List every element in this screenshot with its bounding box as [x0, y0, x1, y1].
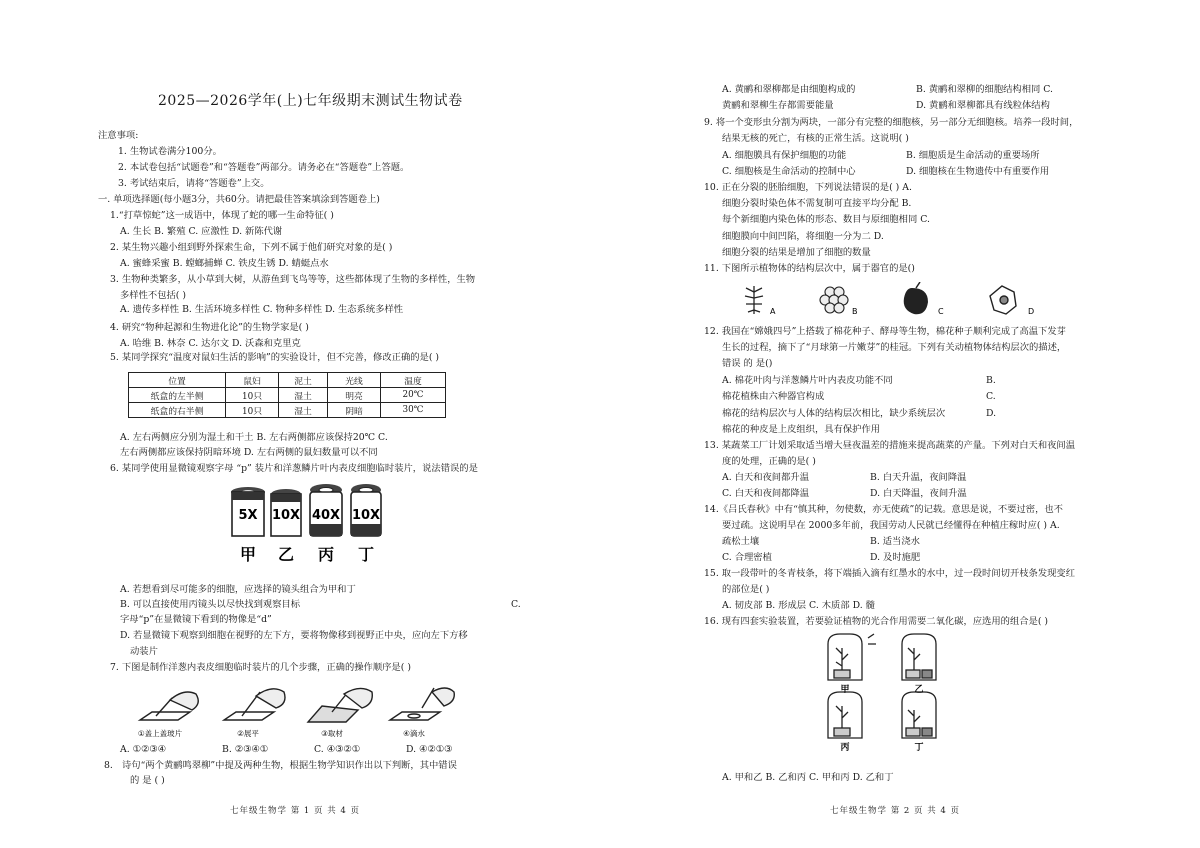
- step-label: ①盖上盖玻片: [137, 729, 183, 738]
- question-10-option-1: 细胞分裂时染色体不需复制可直接平均分配 B.: [722, 198, 912, 209]
- question-15-options: A. 韧皮部 B. 形成层 C. 木质部 D. 髓: [722, 600, 875, 611]
- microscope-lenses-figure: [228, 482, 388, 566]
- bell-jar-ding-icon: [902, 692, 936, 738]
- lens-magnification: 10X: [271, 508, 301, 523]
- table-cell: 20℃: [381, 388, 446, 403]
- lens-magnification: 5X: [238, 508, 258, 523]
- question-12-option-d: 棉花的种皮是上皮组织，具有保护作用: [722, 424, 881, 435]
- table-header-cell: 位置: [129, 373, 226, 388]
- question-14: 14.《吕氏春秋》中有“慎其种，勿使数，亦无使疏”的记载。意思是说，不要过密，也不: [704, 504, 1063, 515]
- jar-label: 丁: [914, 743, 924, 753]
- fruit-icon: [904, 282, 928, 314]
- question-4: 4. 研究“物种起源和生物进化论”的生物学家是( ): [110, 322, 309, 333]
- question-6: 6. 某同学使用显微镜观察字母 “p” 装片和洋葱鳞片叶内表皮细胞临时装片，说法错误的是: [110, 463, 478, 474]
- table-cell: 纸盒的左半侧: [129, 388, 226, 403]
- cell-tissue-icon: [820, 287, 848, 313]
- question-1-options: A. 生长 B. 繁殖 C. 应激性 D. 新陈代谢: [120, 226, 283, 237]
- note-1: 1. 生物试卷满分100分。: [118, 146, 222, 157]
- plant-structure-figure: [740, 282, 1050, 318]
- cover-slip-icon: [140, 692, 198, 720]
- question-14-option-d: D. 及时施肥: [870, 552, 921, 563]
- step-label: ④滴水: [403, 729, 425, 738]
- table-header-cell: 温度: [381, 373, 446, 388]
- question-13-option-c: C. 白天和夜间都降温: [722, 488, 810, 499]
- question-13-option-a: A. 白天和夜间都升温: [722, 472, 809, 483]
- bell-jar-figure: [820, 630, 960, 754]
- drip-water-icon: [390, 688, 454, 720]
- question-12-option-d-mark: D.: [986, 408, 997, 419]
- table-header-cell: 鼠妇: [226, 373, 279, 388]
- question-14-option-a: 疏松土壤: [722, 536, 760, 547]
- question-2-options: A. 蜜蜂采蜜 B. 螳螂捕蝉 C. 铁皮生锈 D. 蜻蜓点水: [120, 258, 329, 269]
- question-8-option-c: 黄鹂和翠柳生存都需要能量: [722, 100, 834, 111]
- bell-jar-jia-icon: [828, 634, 876, 680]
- experiment-table: [128, 372, 446, 418]
- question-10-option-2: 每个新细胞内染色体的形态、数目与原细胞相同 C.: [722, 214, 930, 225]
- question-2: 2. 某生物兴趣小组到野外探索生命，下列不属于他们研究对象的是( ): [110, 242, 393, 253]
- question-16-options: A. 甲和乙 B. 乙和丙 C. 甲和丙 D. 乙和丁: [722, 772, 894, 783]
- question-10: 10. 正在分裂的胚胎细胞，下列说法错误的是( ) A.: [704, 182, 912, 193]
- question-7-option-b: B. ②③④①: [222, 744, 269, 755]
- option-letter: A: [770, 307, 776, 316]
- question-15-cont: 的部位是( ): [722, 584, 770, 595]
- section-heading: 一. 单项选择题(每小题3分，共60分。请把最佳答案填涂到答题卷上): [98, 194, 380, 205]
- question-12-option-b-mark: B.: [986, 375, 996, 386]
- question-13-option-d: D. 白天降温，夜间升温: [870, 488, 967, 499]
- jar-label: 丙: [840, 743, 850, 753]
- jar-label: 甲: [840, 685, 850, 695]
- single-cell-icon: [990, 286, 1016, 314]
- table-row: [129, 388, 446, 403]
- question-10-option-4: 细胞分裂的结果是增加了细胞的数量: [722, 247, 871, 258]
- step-label: ②展平: [237, 729, 259, 738]
- page-footer-2: 七年级生物学 第 2 页 共 4 页: [830, 806, 961, 816]
- flatten-icon: [224, 689, 285, 720]
- question-6-option-d: D. 若显微镜下观察到细胞在视野的左下方，要将物像移到视野正中央，应向左下方移: [120, 630, 468, 641]
- question-9-option-b: B. 细胞质是生命活动的重要场所: [906, 150, 1040, 161]
- lens-name: 丙: [317, 545, 335, 564]
- question-7-option-d: D. ④②①③: [406, 744, 453, 755]
- question-6-option-d-cont: 动装片: [130, 646, 158, 657]
- table-header-cell: 光线: [328, 373, 381, 388]
- question-5-options-1: A. 左右两侧应分别为湿土和干土 B. 左右两侧都应该保持20℃ C.: [120, 432, 388, 443]
- step-label: ③取材: [321, 729, 343, 738]
- page-title: 2025—2026学年(上)七年级期末测试生物试卷: [158, 93, 463, 109]
- notes-heading: 注意事项:: [98, 130, 139, 141]
- question-5: 5. 某同学探究“温度对鼠妇生活的影响”的实验设计，但不完善，修改正确的是( ): [110, 352, 440, 363]
- table-cell: 湿土: [279, 388, 328, 403]
- note-2: 2. 本试卷包括“试题卷”和“答题卷”两部分。请务必在“答题卷”上答题。: [118, 162, 410, 173]
- question-8-option-d: D. 黄鹂和翠柳都具有线粒体结构: [916, 100, 1050, 111]
- question-8-cont: 的 是 ( ): [130, 775, 165, 786]
- question-8-option-b: B. 黄鹂和翠柳的细胞结构相同 C.: [916, 84, 1053, 95]
- question-5-options-2: 左右两侧都应该保持阴暗环境 D. 左右两侧的鼠妇数量可以不同: [120, 447, 378, 458]
- table-cell: 10只: [226, 403, 279, 418]
- table-cell: 阴暗: [328, 403, 381, 418]
- question-6-option-c-mark: C.: [511, 599, 521, 610]
- question-15: 15. 取一段带叶的冬青枝条，将下端插入滴有红墨水的水中，过一段时间切开枝条发现变红: [704, 568, 1076, 579]
- option-letter: C: [938, 307, 944, 316]
- question-6-option-c: 字母“p”在显微镜下看到的物像是“d”: [120, 614, 272, 625]
- question-8: 诗句“两个黄鹂鸣翠柳”中提及两种生物，根据生物学知识作出以下判断，其中错误: [122, 760, 457, 771]
- option-letter: B: [852, 307, 858, 316]
- table-header-row: [129, 373, 446, 388]
- question-6-option-a: A. 若想看到尽可能多的细胞，应选择的镜头组合为甲和丁: [120, 584, 356, 595]
- question-7-option-c: C. ④③②①: [314, 744, 361, 755]
- question-8-option-a: A. 黄鹂和翠柳都是由细胞构成的: [722, 84, 856, 95]
- question-12-option-b: 棉花植株由六种器官构成: [722, 391, 825, 402]
- table-header-cell: 泥土: [279, 373, 328, 388]
- take-material-icon: [308, 688, 372, 722]
- table-row: [129, 403, 446, 418]
- slide-steps-figure: [132, 684, 462, 740]
- table-cell: 10只: [226, 388, 279, 403]
- lens-name: 丁: [357, 545, 375, 564]
- question-12-option-c: 棉花的结构层次与人体的结构层次相比，缺少系统层次: [722, 408, 946, 419]
- question-9-cont: 结果无核的死亡，有核的正常生活。这说明( ): [722, 133, 909, 144]
- question-13-cont: 度的处理，正确的是( ): [722, 456, 816, 467]
- question-7-option-a: A. ①②③④: [120, 744, 166, 755]
- question-12-cont-1: 生长的过程，摘下了“月球第一片嫩芽”的桂冠。下列有关动植物体结构层次的描述，: [722, 342, 1067, 353]
- jar-label: 乙: [914, 685, 924, 695]
- lens-name: 甲: [239, 545, 257, 564]
- note-3: 3. 考试结束后，请将“答题卷”上交。: [118, 178, 270, 189]
- question-6-option-b: B. 可以直接使用丙镜头以尽快找到观察目标: [120, 599, 301, 610]
- question-9-option-c: C. 细胞核是生命活动的控制中心: [722, 166, 856, 177]
- question-13-option-b: B. 白天升温，夜间降温: [870, 472, 967, 483]
- question-14-option-b: B. 适当浇水: [870, 536, 920, 547]
- question-1: 1.“打草惊蛇”这一成语中，体现了蛇的哪一生命特征( ): [110, 210, 334, 221]
- question-12: 12. 我国在“嫦娥四号”上搭载了棉花种子、酵母等生物，棉花种子顺利完成了高温下发芽: [704, 326, 1066, 337]
- bell-jar-yi-icon: [902, 634, 936, 680]
- lens-magnification: 40X: [311, 508, 341, 523]
- question-9-option-d: D. 细胞核在生物遗传中有重要作用: [906, 166, 1050, 177]
- page-footer-1: 七年级生物学 第 1 页 共 4 页: [230, 806, 361, 816]
- question-12-cont-2: 错误 的 是(): [722, 358, 773, 369]
- question-3-cont: 多样性不包括( ): [120, 290, 186, 301]
- question-10-option-3: 细胞膜向中间凹陷，将细胞一分为二 D.: [722, 231, 884, 242]
- question-3-options: A. 遗传多样性 B. 生活环境多样性 C. 物种多样性 D. 生态系统多样性: [120, 304, 404, 315]
- table-cell: 纸盒的右半侧: [129, 403, 226, 418]
- question-11: 11. 下图所示植物体的结构层次中，属于器官的是(): [704, 263, 915, 274]
- question-7: 7. 下图是制作洋葱内表皮细胞临时装片的几个步骤，正确的操作顺序是( ): [110, 662, 411, 673]
- question-12-option-c-mark: C.: [986, 391, 996, 402]
- option-letter: D: [1028, 307, 1035, 316]
- table-cell: 湿土: [279, 403, 328, 418]
- table-cell: 30℃: [381, 403, 446, 418]
- question-9: 9. 将一个变形虫分割为两块，一部分有完整的细胞核，另一部分无细胞核。培养一段时间，: [704, 117, 1079, 128]
- question-12-option-a: A. 棉花叶肉与洋葱鳞片叶内表皮功能不同: [722, 375, 893, 386]
- question-13: 13. 某蔬菜工厂计划采取适当增大昼夜温差的措施来提高蔬菜的产量。下列对白天和夜间温: [704, 440, 1076, 451]
- table-cell: 明亮: [328, 388, 381, 403]
- question-4-options: A. 哈维 B. 林奈 C. 达尔文 D. 沃森和克里克: [120, 338, 301, 349]
- lens-magnification: 10X: [351, 508, 381, 523]
- question-8-number: 8.: [104, 760, 113, 771]
- lens-name: 乙: [277, 545, 295, 564]
- question-9-option-a: A. 细胞膜具有保护细胞的功能: [722, 150, 847, 161]
- question-14-option-c: C. 合理密植: [722, 552, 772, 563]
- question-16: 16. 现有四套实验装置，若要验证植物的光合作用需要二氧化碳，应选用的组合是( ): [704, 616, 1049, 627]
- question-14-cont: 要过疏。这说明早在 2000多年前，我国劳动人民就已经懂得在种植庄稼时应( ) A.: [722, 520, 1060, 531]
- question-3: 3. 生物种类繁多，从小草到大树，从游鱼到飞鸟等等，这些都体现了生物的多样性，生物: [110, 274, 476, 285]
- bell-jar-bing-icon: [828, 692, 862, 738]
- plant-sprig-icon: [745, 286, 763, 314]
